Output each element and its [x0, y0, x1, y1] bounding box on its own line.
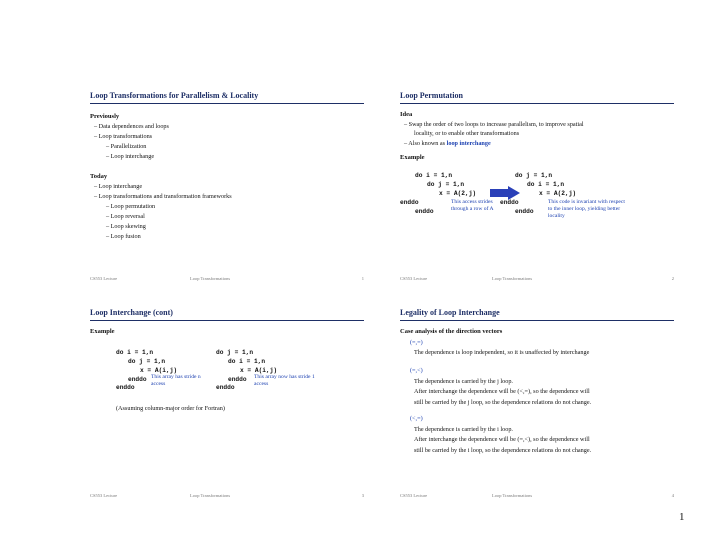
code-line: enddo — [128, 376, 147, 383]
bullet-continuation: locality, or to enable other transformations — [414, 130, 520, 137]
slide-title: Legality of Loop Interchange — [400, 308, 674, 321]
code-line: do i = 1,n — [228, 358, 266, 365]
slide-title: Loop Permutation — [400, 91, 674, 104]
case-text: After interchange the dependence will be (=,<), so the dependence will — [414, 436, 590, 443]
annotation: This code is invariant with respect to the inner loop, yielding better locality — [548, 199, 625, 219]
section-heading: Example — [400, 154, 425, 161]
bullet: – Loop transformations and transformation frameworks — [94, 193, 232, 200]
slide-4 — [400, 308, 674, 500]
right-arrow-icon — [490, 186, 520, 200]
section-heading: Previously — [90, 113, 120, 120]
code-line: do j = 1,n — [128, 358, 166, 365]
bullet — [404, 140, 491, 147]
code-line: do i = 1,n — [116, 349, 154, 356]
footer-left: CS553 Lecture — [400, 276, 428, 281]
annotation: This array now has stride 1 access — [254, 374, 315, 387]
slide-title: Loop Interchange (cont) — [90, 308, 364, 321]
caption: (Assuming column-major order for Fortran) — [116, 405, 225, 412]
footer-center: Loop Transformations — [492, 493, 533, 498]
slide-footer — [90, 493, 364, 499]
code-line: do j = 1,n — [515, 172, 553, 179]
annotation: This access strides through a row of A — [451, 199, 494, 212]
footer-page: 3 — [361, 493, 364, 498]
bullet: – Loop interchange — [94, 183, 143, 190]
code-line: do i = 1,n — [527, 181, 565, 188]
code-line: enddo — [500, 199, 519, 206]
bullet: – Loop transformations — [94, 133, 153, 140]
case-text: still be carried by the j loop, so the dependence relations do not change. — [414, 399, 592, 406]
footer-left: CS553 Lecture — [90, 276, 118, 281]
section-heading: Today — [90, 173, 108, 180]
footer-page: 2 — [671, 276, 674, 281]
footer-left: CS553 Lecture — [400, 493, 428, 498]
bullet: – Loop reversal — [106, 213, 145, 220]
annotation: This array has stride n access — [151, 374, 201, 387]
bullet: – Swap the order of two loops to increase parallelism, to improve spatial — [404, 121, 584, 128]
section-heading: Example — [90, 328, 115, 335]
direction-vector: (=,<) — [410, 367, 423, 374]
section-heading: Idea — [400, 111, 413, 118]
code-line: x = A(2,j) — [439, 190, 477, 197]
slide-footer — [400, 493, 674, 499]
keyword: loop interchange — [446, 140, 491, 147]
case-text: The dependence is carried by the j loop. — [414, 378, 513, 385]
code-line: do j = 1,n — [427, 181, 465, 188]
footer-center: Loop Transformations — [492, 276, 533, 281]
section-heading: Case analysis of the direction vectors — [400, 328, 503, 335]
page-number: 1 — [679, 511, 685, 523]
slide-1 — [90, 91, 364, 283]
code-line: enddo — [515, 208, 534, 215]
bullet: – Data dependences and loops — [94, 123, 169, 130]
slide-footer — [400, 276, 674, 282]
code-line: enddo — [415, 208, 434, 215]
footer-left: CS553 Lecture — [90, 493, 118, 498]
bullet: – Loop skewing — [106, 223, 146, 230]
case-text: still be carried by the i loop, so the dependence relations do not change. — [414, 447, 592, 454]
slide-2 — [400, 91, 674, 283]
slide-3 — [90, 308, 364, 500]
case-text: The dependence is loop independent, so it is unaffected by interchange — [414, 349, 590, 356]
code-line: enddo — [228, 376, 247, 383]
direction-vector: (=,=) — [410, 339, 423, 346]
bullet-text: – Also known as — [404, 140, 447, 147]
case-text: The dependence is carried by the i loop. — [414, 426, 513, 433]
case-text: After interchange the dependence will be (<,=), so the dependence will — [414, 388, 590, 395]
footer-center: Loop Transformations — [190, 493, 231, 498]
slide-title: Loop Transformations for Parallelism & Locality — [90, 91, 364, 104]
footer-page: 4 — [671, 493, 674, 498]
bullet: – Loop fusion — [106, 233, 141, 240]
slide-footer — [90, 276, 364, 282]
code-line: enddo — [216, 384, 235, 391]
code-line: enddo — [400, 199, 419, 206]
footer-center: Loop Transformations — [190, 276, 231, 281]
code-line: x = A(2,j) — [539, 190, 577, 197]
code-line: do j = 1,n — [216, 349, 254, 356]
code-line: x = A(i,j) — [140, 367, 178, 374]
bullet: – Parallelization — [106, 143, 147, 150]
code-line: enddo — [116, 384, 135, 391]
bullet: – Loop interchange — [106, 153, 155, 160]
direction-vector: (<,=) — [410, 415, 423, 422]
code-line: x = A(i,j) — [240, 367, 278, 374]
bullet: – Loop permutation — [106, 203, 156, 210]
footer-page: 1 — [361, 276, 364, 281]
code-line: do i = 1,n — [415, 172, 453, 179]
